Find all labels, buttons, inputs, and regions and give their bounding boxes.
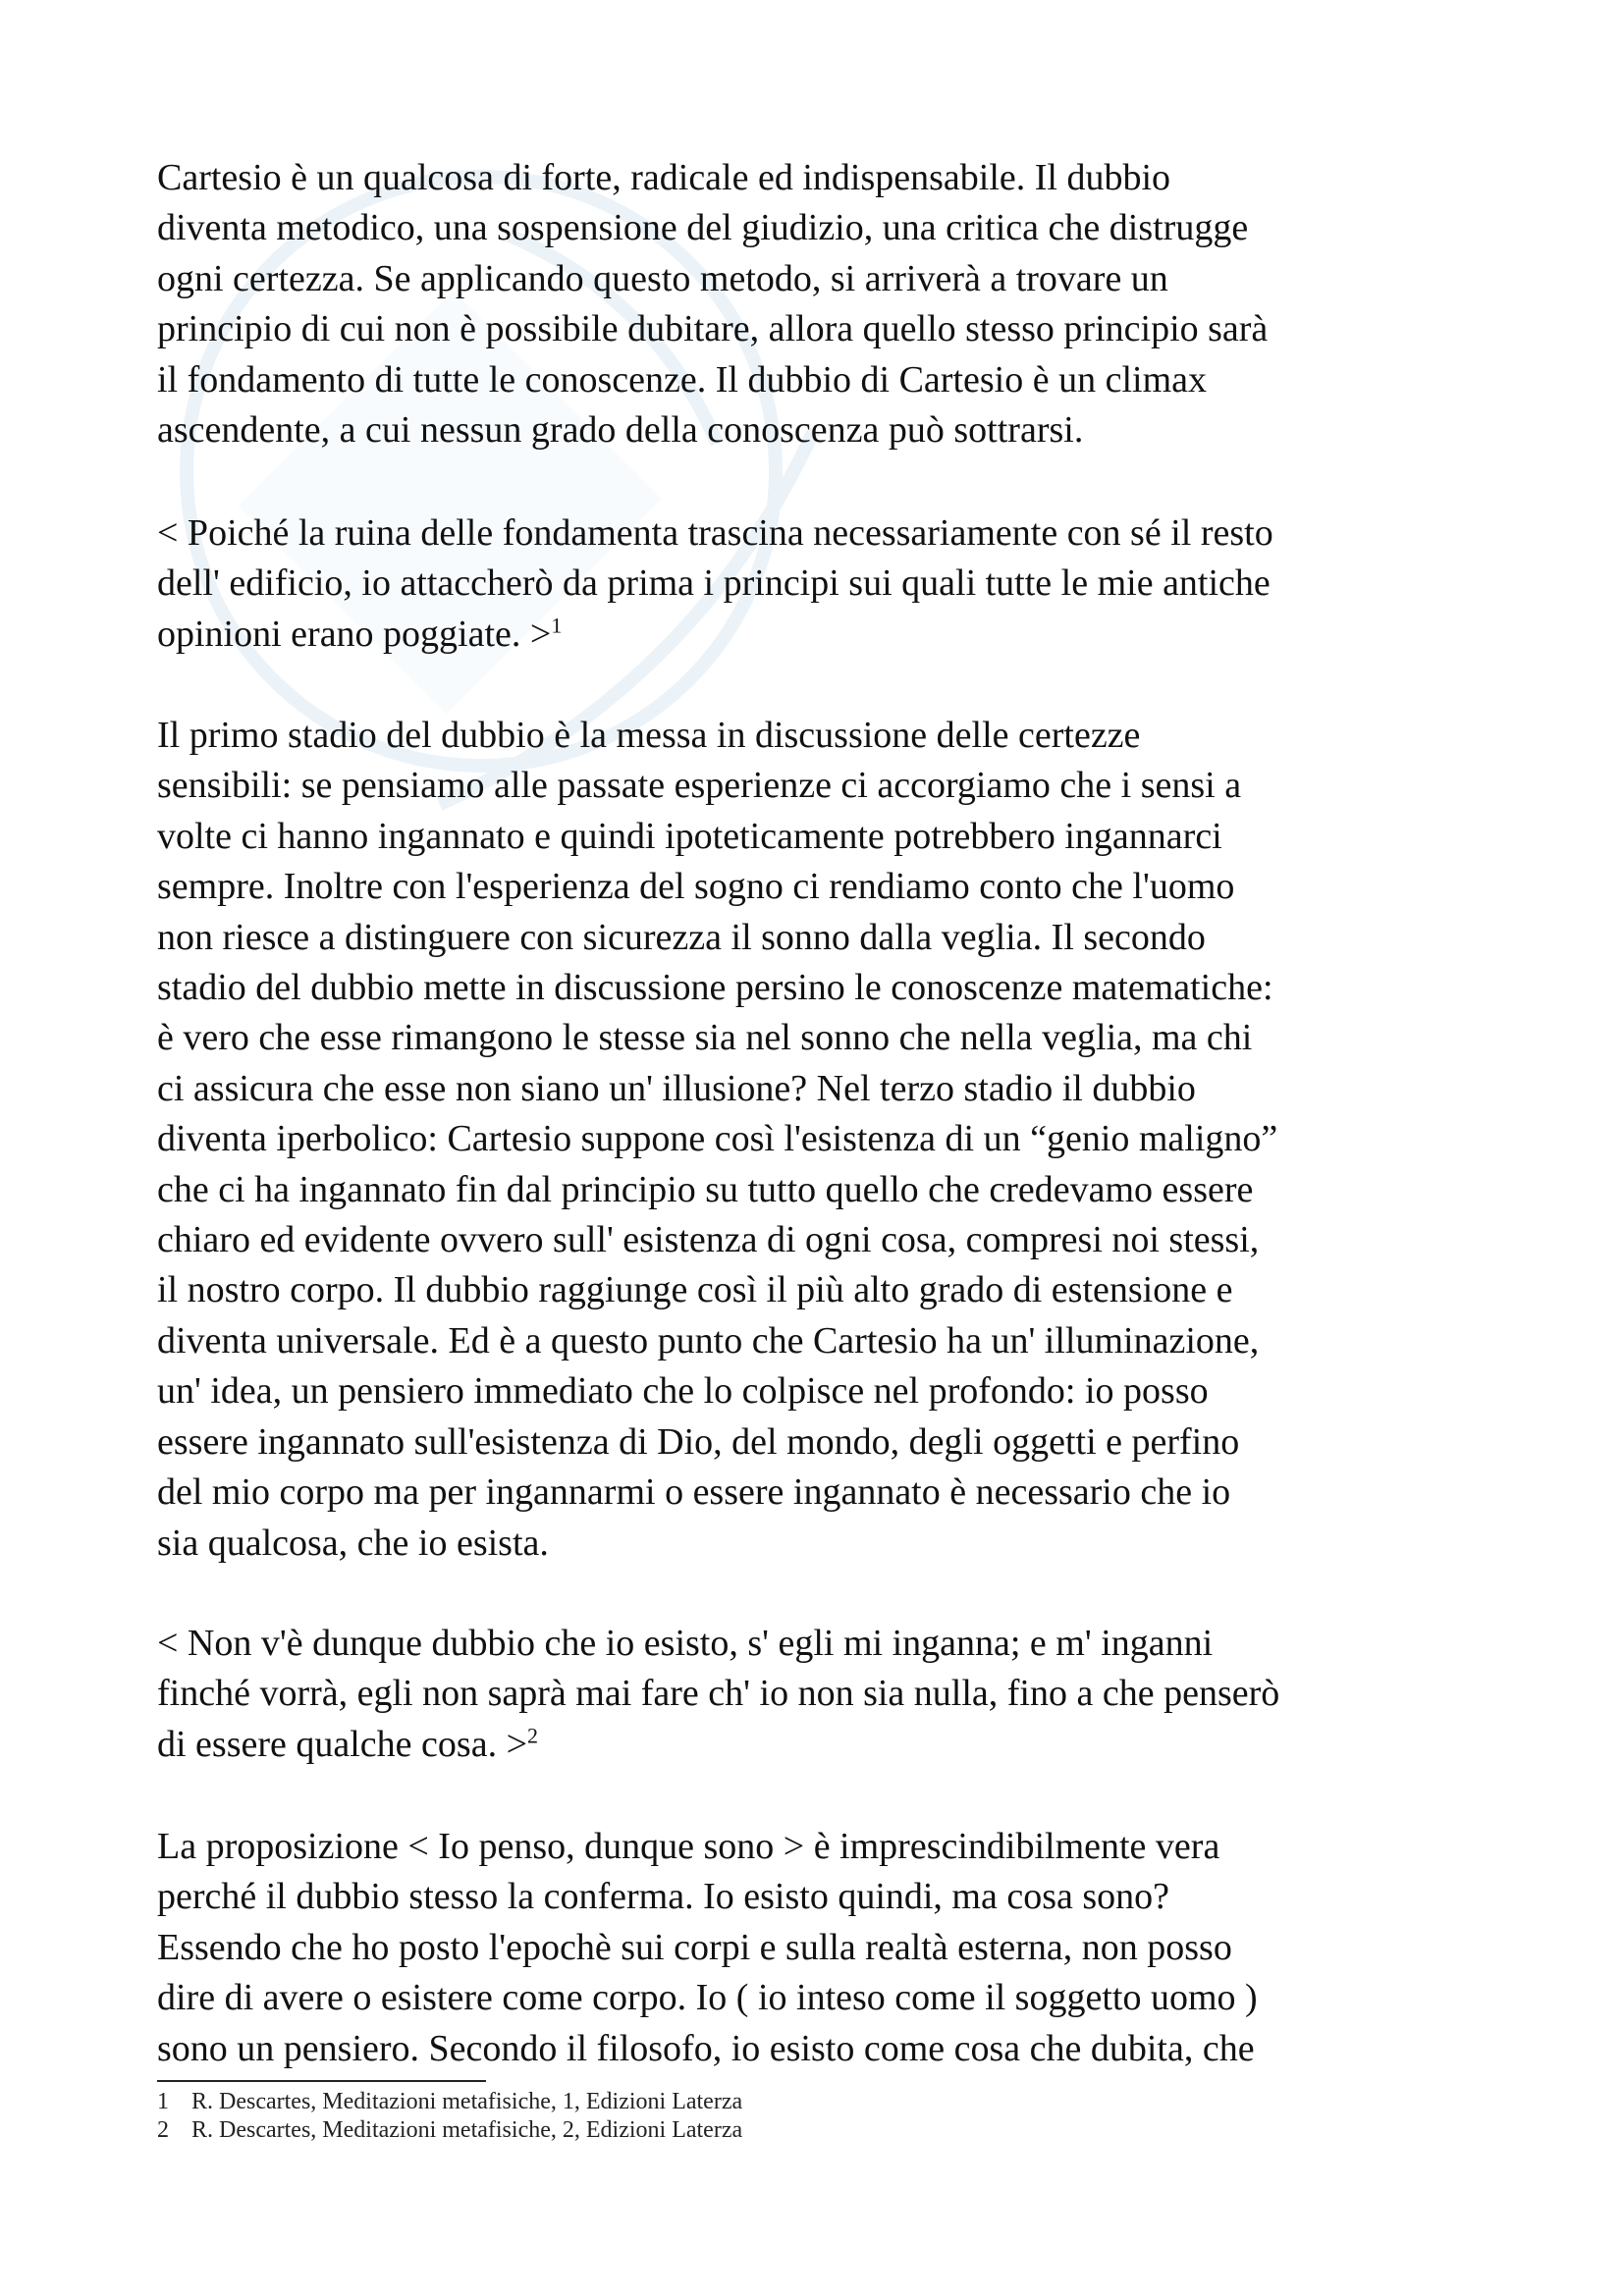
quote-paragraph-1	[157, 508, 1273, 660]
footnote-number: 2	[157, 2117, 169, 2143]
paragraph-doubt-stages: Il primo stadio del dubbio è la messa in discussione delle certezze sensibili: se pensiamo alle passate esperienze ci accorgiamo che i sensi a volte ci hanno ingannato e quindi ipoteticamente potrebbero ingannarci sempre. Inoltre con l'esperienza del sogno ci rendiamo conto che l'uomo non riesce a distinguere con sicurezza il sonno dalla veglia. Il secondo stadio del dubbio mette in discussione persino le conoscenze matematiche: è vero che esse rimangono le stesse sia nel sonno che nella veglia, ma chi ci assicura che esse non siano un' illusione? Nel terzo stadio il dubbio diventa iperbolico: Cartesio suppone così l'esistenza di un “genio maligno” che ci ha ingannato fin dal principio su tutto quello che credevamo essere chiaro ed evidente ovvero sull' esistenza di ogni cosa, compresi noi stessi, il nostro corpo. Il dubbio raggiunge così il più alto grado di estensione e diventa universale. Ed è a questo punto che Cartesio ha un' illuminazione, un' idea, un pensiero immediato che lo colpisce nel profondo: io posso essere ingannato sull'esistenza di Dio, del mondo, degli oggetti e perfino del mio corpo ma per ingannarmi o essere ingannato è necessario che io sia qualcosa, che io esista.	[157, 715, 1278, 1564]
quote-text-1: < Poiché la ruina delle fondamenta trascina necessariamente con sé il resto dell' edificio, io attaccherò da prima i principi sui quali tutte le mie antiche opinioni erano poggiate. >	[157, 512, 1273, 655]
footnote-ref-1: 1	[551, 613, 563, 638]
footnote-2	[157, 2116, 1041, 2145]
footnote-ref-2: 2	[527, 1723, 538, 1748]
footnote-number: 1	[157, 2089, 169, 2114]
paragraph-intro: Cartesio è un qualcosa di forte, radicale ed indispensabile. Il dubbio diventa metodico, una sospensione del giudizio, una critica che distrugge ogni certezza. Se applicando questo metodo, si arriverà a trovare un principio di cui non è possibile dubitare, allora quello stesso principio sarà il fondamento di tutte le conoscenze. Il dubbio di Cartesio è un climax ascendente, a cui nessun grado della conoscenza può sottrarsi.	[157, 157, 1269, 452]
quote-text-2: < Non v'è dunque dubbio che io esisto, s' egli mi inganna; e m' inganni finché vorrà, egli non saprà mai fare ch' io non sia nulla, fino a che penserò di essere qualche cosa. >	[157, 1623, 1280, 1765]
paragraph-cogito: La proposizione < Io penso, dunque sono > è imprescindibilmente vera perché il dubbio stesso la conferma. Io esisto quindi, ma cosa sono? Essendo che ho posto l'epochè sui corpi e sulla realtà esterna, non posso dire di avere o esistere come corpo. Io ( io inteso come il soggetto uomo ) sono un pensiero. Secondo il filosofo, io esisto come cosa che dubita, che	[157, 1826, 1258, 2069]
footnote-1	[157, 2088, 1041, 2116]
footnote-divider	[157, 2080, 486, 2082]
footnote-text: R. Descartes, Meditazioni metafisiche, 1, Edizioni Laterza	[191, 2089, 743, 2114]
footnote-text: R. Descartes, Meditazioni metafisiche, 2, Edizioni Laterza	[191, 2117, 743, 2143]
footnotes	[157, 2088, 1041, 2145]
quote-paragraph-2	[157, 1619, 1279, 1770]
